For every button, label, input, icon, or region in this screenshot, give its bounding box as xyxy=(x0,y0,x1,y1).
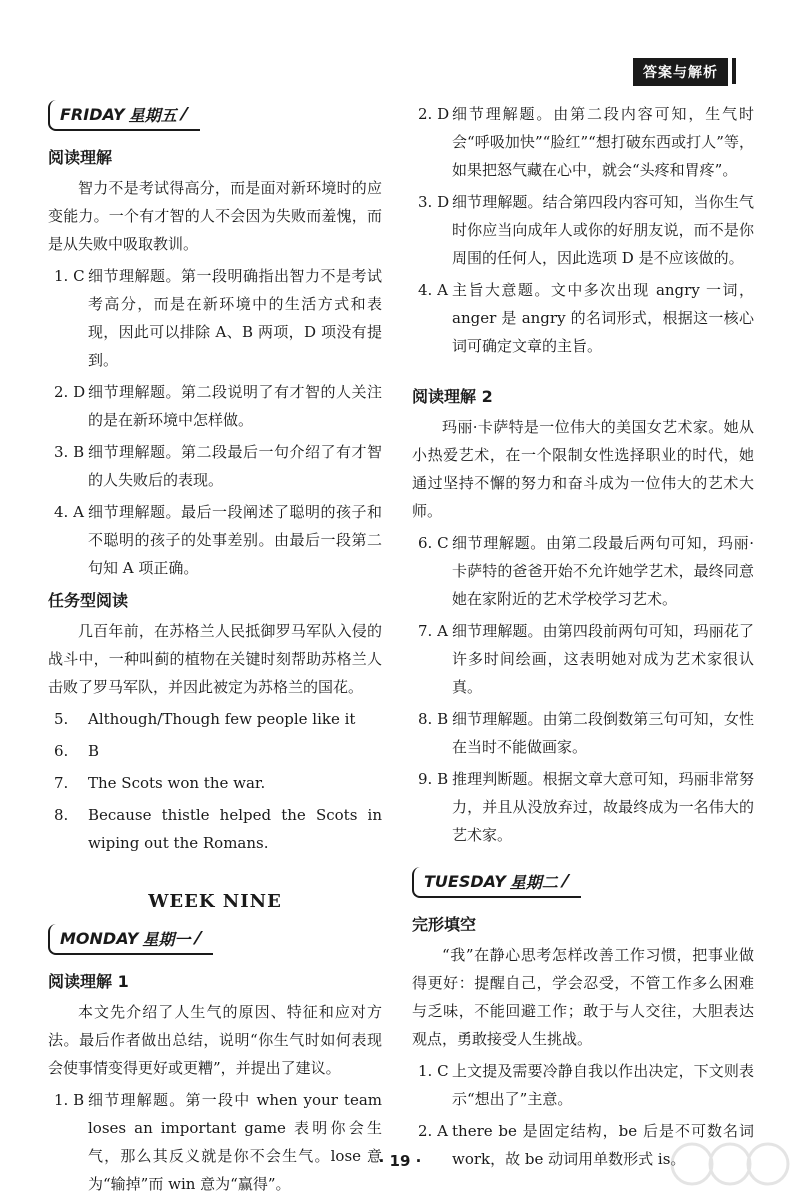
answer-item xyxy=(48,769,382,797)
right-column xyxy=(412,100,754,1177)
day-title-en: TUESDAY xyxy=(424,872,506,891)
section-title: 任务型阅读 xyxy=(48,591,129,610)
answer-text: 细节理解题。由第四段前两句可知，玛丽花了许多时间绘画，这表明她对成为艺术家很认真。 xyxy=(452,622,754,696)
answer-text: 细节理解题。由第二段倒数第三句可知，女性在当时不能做画家。 xyxy=(452,710,754,756)
answer-item xyxy=(48,1086,382,1198)
spacer xyxy=(412,364,754,378)
answer-num: 4. A xyxy=(418,281,448,299)
answer-text: 细节理解题。第二段说明了有才智的人关注的是在新环境中怎样做。 xyxy=(88,383,382,429)
answer-num: 6. xyxy=(54,742,69,760)
day-title-en: FRIDAY xyxy=(60,105,125,124)
day-title-zh: 星期五 xyxy=(128,106,177,125)
summary: 本文先介绍了人生气的原因、特征和应对方法。最后作者做出总结，说明“你生气时如何表现会使事情变得更好或更糟”，并提出了建议。 xyxy=(48,1003,382,1077)
spacer xyxy=(48,861,382,881)
answer-item xyxy=(412,188,754,272)
answer-num: 4. A xyxy=(54,503,84,521)
header-tag: 答案与解析 xyxy=(633,58,728,86)
day-title-tuesday xyxy=(412,867,581,898)
answer-num: 1. C xyxy=(54,267,85,285)
answer-text: Although/Though few people like it xyxy=(88,710,356,728)
answer-num: 6. C xyxy=(418,534,449,552)
answer-num: 2. D xyxy=(54,383,86,401)
answer-text: 细节理解题。第一段中 when your team loses an important game 表明你会生气，那么其反义就是你不会生气。lose 意为“输掉”而 win 意为“赢得”。 xyxy=(88,1091,382,1193)
answer-text: 推理判断题。根据文章大意可知，玛丽非常努力，并且从没放弃过，故最终成为一名伟大的艺术家。 xyxy=(452,770,754,844)
week-title: WEEK NINE xyxy=(148,891,282,912)
slash-icon: ⁄ xyxy=(563,870,567,892)
section-title: 阅读理解 xyxy=(48,148,113,167)
answer-item xyxy=(412,276,754,360)
answer-text: 细节理解题。由第二段内容可知，生气时会“呼吸加快”“脸红”“想打破东西或打人”等，如果把怒气藏在心中，就会“头疼和胃疼”。 xyxy=(452,105,754,179)
answer-text: 主旨大意题。文中多次出现 angry 一词，anger 是 angry 的名词形式，根据这一核心词可确定文章的主旨。 xyxy=(452,281,754,355)
day-title-monday xyxy=(48,924,213,955)
answer-text: 上文提及需要冷静自我以作出决定，下文则表示“想出了”主意。 xyxy=(452,1062,754,1108)
answer-num: 9. B xyxy=(418,770,449,788)
answer-text: 细节理解题。结合第四段内容可知，当你生气时你应当向成年人或你的好朋友说，而不是你周围的任何人，因此选项 D 是不应该做的。 xyxy=(452,193,754,267)
answer-text: 细节理解题。第一段明确指出智力不是考试考高分，而是在新环境中的生活方式和表现，因此可以排除 A、B 两项，D 项没有提到。 xyxy=(88,267,382,369)
section-title: 阅读理解 2 xyxy=(412,387,493,406)
answer-num: 2. A xyxy=(418,1122,448,1140)
section-title: 阅读理解 1 xyxy=(48,972,129,991)
answer-text: 细节理解题。由第二段最后两句可知，玛丽·卡萨特的爸爸开始不允许她学艺术，最终同意她在家附近的艺术学校学习艺术。 xyxy=(452,534,754,608)
answer-num: 3. B xyxy=(54,443,85,461)
answer-text: 细节理解题。最后一段阐述了聪明的孩子和不聪明的孩子的处事差别。由最后一段第二句知 A 项正确。 xyxy=(88,503,382,577)
page-number: · 19 · xyxy=(378,1152,422,1170)
answer-num: 7. A xyxy=(418,622,448,640)
answer-item xyxy=(412,1057,754,1113)
answer-item xyxy=(48,705,382,733)
day-title-zh: 星期一 xyxy=(142,930,191,949)
slash-icon: ⁄ xyxy=(182,103,186,125)
answer-num: 3. D xyxy=(418,193,450,211)
summary: 几百年前，在苏格兰人民抵御罗马军队入侵的战斗中，一种叫蓟的植物在关键时刻帮助苏格兰人击败了罗马军队，并因此被定为苏格兰的国花。 xyxy=(48,622,382,696)
spacer xyxy=(412,853,754,867)
answer-num: 7. xyxy=(54,774,69,792)
answer-num: 5. xyxy=(54,710,69,728)
answer-text: B xyxy=(88,742,100,760)
answer-item xyxy=(412,100,754,184)
day-title-zh: 星期二 xyxy=(509,873,558,892)
answer-num: 8. xyxy=(54,806,69,824)
answer-item xyxy=(48,737,382,765)
answer-item xyxy=(48,438,382,494)
section-title: 完形填空 xyxy=(412,915,477,934)
summary: 玛丽·卡萨特是一位伟大的美国女艺术家。她从小热爱艺术，在一个限制女性选择职业的时代，她通过坚持不懈的努力和奋斗成为一位伟大的艺术大师。 xyxy=(412,418,754,520)
summary: “我”在静心思考怎样改善工作习惯，把事业做得更好：提醒自己，学会忍受，不管工作多么困难与乏味，不能回避工作；敢于与人交往，大胆表达观点，勇敢接受人生挑战。 xyxy=(412,946,754,1048)
answer-num: 1. C xyxy=(418,1062,449,1080)
header-bar xyxy=(732,58,736,84)
day-title-en: MONDAY xyxy=(60,929,139,948)
answer-item xyxy=(412,705,754,761)
answer-num: 2. D xyxy=(418,105,450,123)
answer-item xyxy=(48,378,382,434)
answer-num: 1. B xyxy=(54,1091,85,1109)
summary: 智力不是考试得高分，而是面对新环境时的应变能力。一个有才智的人不会因为失败而羞愧，而是从失败中吸取教训。 xyxy=(48,179,382,253)
watermark-logo-icon xyxy=(664,1138,794,1194)
answer-item xyxy=(412,765,754,849)
answer-item xyxy=(48,498,382,582)
answer-text: there be 是固定结构，be 后是不可数名词 work，故 be 动词用单数形式 is。 xyxy=(452,1122,754,1168)
answer-item xyxy=(48,801,382,857)
answer-text: Because thistle helped the Scots in wiping out the Romans. xyxy=(88,806,382,852)
slash-icon: ⁄ xyxy=(196,927,200,949)
left-column xyxy=(48,100,382,1202)
answer-item xyxy=(412,617,754,701)
answer-item xyxy=(412,529,754,613)
answer-text: The Scots won the war. xyxy=(88,774,266,792)
answer-text: 细节理解题。第二段最后一句介绍了有才智的人失败后的表现。 xyxy=(88,443,382,489)
answer-item xyxy=(48,262,382,374)
answer-num: 8. B xyxy=(418,710,449,728)
day-title-friday xyxy=(48,100,200,131)
